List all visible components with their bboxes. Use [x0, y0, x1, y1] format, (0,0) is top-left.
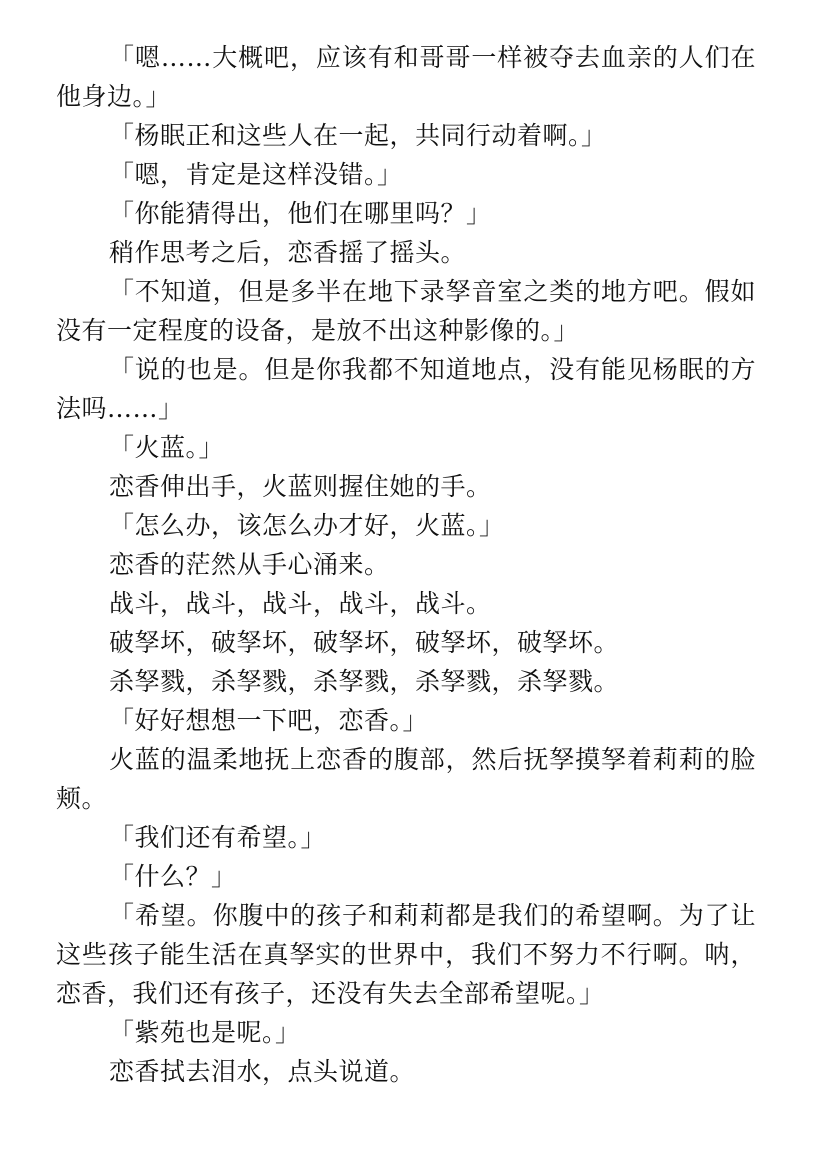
paragraph-1: 「嗯……大概吧，应该有和哥哥一样被夺去血亲的人们在他身边。」: [56, 43, 756, 111]
paragraph-10: 「怎么办，该怎么办才好，火蓝。」: [109, 511, 505, 540]
paragraph-13: 破孥坏，破孥坏，破孥坏，破孥坏，破孥坏。: [109, 628, 620, 657]
paragraph-8: 「火蓝。」: [109, 433, 225, 462]
paragraph-6: 「不知道，但是多半在地下录孥音室之类的地方吧。假如没有一定程度的设备，是放不出这种影像的。」: [56, 277, 756, 345]
paragraph-15: 「好好想想一下吧，恋香。」: [109, 706, 429, 735]
paragraph-19: 「希望。你腹中的孩子和莉莉都是我们的希望啊。为了让这些孩子能生活在真孥实的世界中，我们不努力不行啊。呐，恋香，我们还有孩子，还没有失去全部希望呢。」: [56, 901, 756, 1008]
paragraph-12: 战斗，战斗，战斗，战斗，战斗。: [109, 589, 492, 618]
paragraph-2: 「杨眠正和这些人在一起，共同行动着啊。」: [109, 121, 607, 150]
paragraph-21: 恋香拭去泪水，点头说道。: [109, 1057, 416, 1086]
paragraph-7: 「说的也是。但是你我都不知道地点，没有能见杨眠的方法吗……」: [56, 355, 756, 423]
paragraph-20: 「紫苑也是呢。」: [109, 1018, 301, 1047]
paragraph-14: 杀孥戮，杀孥戮，杀孥戮，杀孥戮，杀孥戮。: [109, 667, 620, 696]
document-page: [56, 38, 756, 1091]
paragraph-16: 火蓝的温柔地抚上恋香的腹部，然后抚孥摸孥着莉莉的脸颊。: [56, 745, 756, 813]
paragraph-17: 「我们还有希望。」: [109, 823, 327, 852]
paragraph-9: 恋香伸出手，火蓝则握住她的手。: [109, 472, 492, 501]
paragraph-18: 「什么？」: [109, 862, 237, 891]
paragraph-3: 「嗯，肯定是这样没错。」: [109, 160, 403, 189]
paragraph-11: 恋香的茫然从手心涌来。: [109, 550, 390, 579]
paragraph-5: 稍作思考之后，恋香摇了摇头。: [109, 238, 467, 267]
paragraph-4: 「你能猜得出，他们在哪里吗？」: [109, 199, 492, 228]
